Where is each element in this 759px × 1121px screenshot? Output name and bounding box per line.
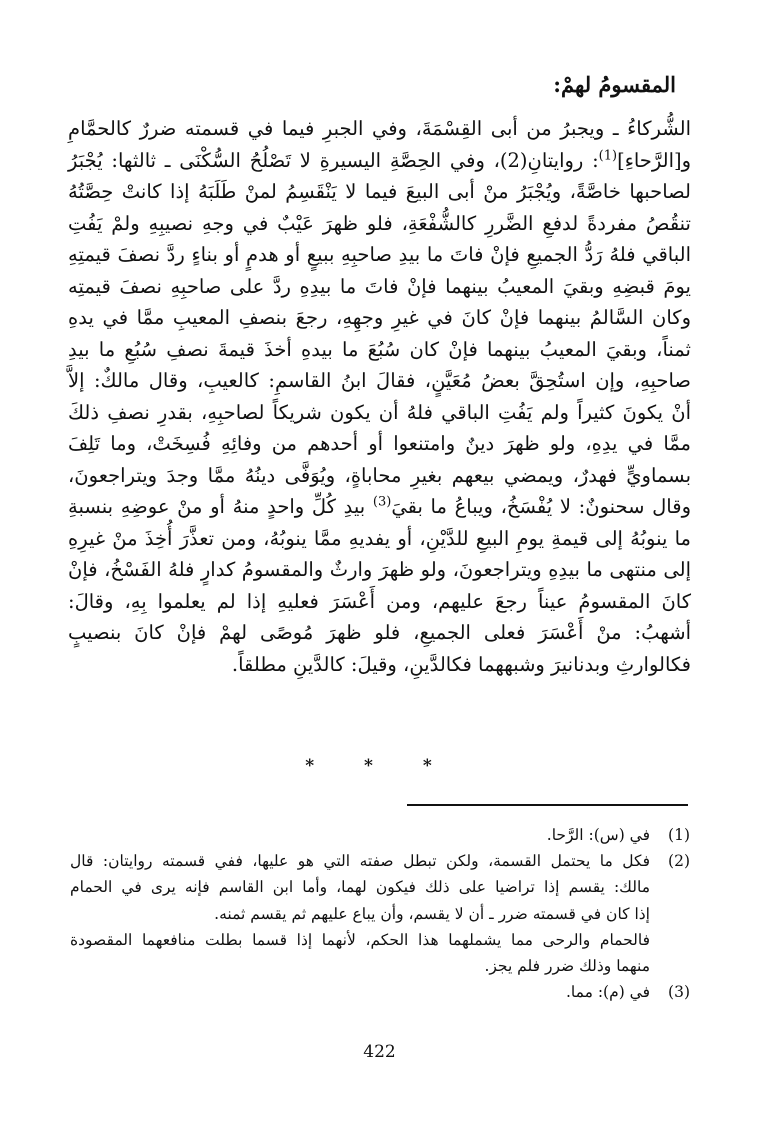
footnote-line: في (م): مما. xyxy=(565,983,650,1002)
text-line xyxy=(68,302,691,334)
text-segment: و[الرَّحاءِ] xyxy=(617,148,692,172)
text-line xyxy=(68,428,691,460)
text-line xyxy=(68,208,691,240)
text-segment: وكان السَّالمُ بينهما فإنْ كانَ في غيرِ وجهِهِ، رجعَ بنصفِ المعيبِ ممَّا في يدهِ xyxy=(68,306,691,329)
text-line xyxy=(68,271,691,303)
footnote-reference[interactable]: (3) xyxy=(372,494,392,510)
text-line xyxy=(68,365,691,397)
text-segment: صاحبِهِ، وإن استُحِقَّ بعضُ مُعَيَّنٍ، فقالَ ابنُ القاسمِ: كالعيبِ، وقال مالكٌ: إلاَّ xyxy=(68,369,691,392)
text-segment: أشهبُ: منْ أَعْسَرَ فعلى الجميعِ، فلو ظهرَ مُوصًى لهمْ فإنْ كانَ بنصيبٍ xyxy=(68,621,691,644)
text-segment: بيدِ كُلِّ واحدٍ منهُ أو منْ عوضِهِ بنسبةِ xyxy=(68,495,373,518)
footnote xyxy=(70,848,690,979)
text-segment: أنْ يكونَ كثيراً ولم يَفُتِ الباقي فلهُ أن يكون شريكاً لصاحبِهِ، بقدرِ نصفِ ذلكَ xyxy=(68,400,691,424)
text-line xyxy=(68,397,691,429)
footnote-number: (1) xyxy=(668,826,690,844)
main-text xyxy=(68,113,691,680)
text-line xyxy=(68,617,691,649)
text-segment: كانَ المقسومُ عيناً رجعَ عليهم، ومن أَعْسَرَ فعليهِ إذا لم يعلموا بِهِ، وقالَ: xyxy=(68,589,691,613)
text-line xyxy=(68,113,691,145)
text-line xyxy=(68,491,691,523)
text-segment: ثمناً، وبقيَ المعيبُ بينهما فإنْ كان سُبُعَ ما بيدهِ أخذَ قيمةَ نصفِ سُبُعِ ما بيدِ xyxy=(68,337,691,361)
text-segment: وقال سحنونٌ: لا يُفْسَخُ، ويباعُ ما بقيَ xyxy=(391,495,691,518)
text-segment: إلى منتهى ما بيدِهِ ويتراجعونَ، ولو ظهرَ وارثٌ والمقسومُ كدارٍ فلهُ الفَسْخُ، فإنْ xyxy=(68,558,691,581)
footnote-line: في (س): الرَّحا. xyxy=(546,826,650,844)
footnote-divider xyxy=(407,804,688,806)
text-segment: بسماويٍّ فهدرٌ، ويمضي بيعهم بغيرِ محاباةٍ، ويُوَفَّى دينُهُ ممَّا وجدَ ويتراجعونَ، xyxy=(68,463,691,487)
text-line xyxy=(68,554,691,586)
text-segment: الباقي فلهُ رَدُّ الجميعِ فإنْ فاتَ ما بيدِ صاحبِهِ ببيعٍ أو هدمٍ أو بناءٍ ردَّ نصفَ قيمتِهِ xyxy=(68,243,691,266)
text-segment: تنقُصُ مفردةً لدفعِ الضَّررِ كالشُّفْعَةِ، فلو ظهرَ عَيْبٌ في وجهِ نصيبِهِ ولمْ يَفُتِ xyxy=(68,211,691,235)
footnote-line: مالك: يقسم إذا تراضيا على ذلك فيكون لهما، وأما ابن القاسم فإنه يرى في الحمام xyxy=(70,878,650,897)
text-line xyxy=(68,334,691,366)
section-separator: * * * xyxy=(305,756,454,776)
footnote-line: فالحمام والرحى مما يشملهما هذا الحكم، لأنهما إذا قسما بطلت منافعهما المقصودة xyxy=(70,930,650,949)
footnote-line: إذا كان في قسمته ضرر ـ أن لا يقسم، وأن يباع عليهم ثم يقسم ثمنه. xyxy=(214,904,650,923)
footnote-number: (3) xyxy=(668,983,690,1002)
text-line xyxy=(68,523,691,555)
text-segment: ما ينوبُهُ إلى قيمةِ يومِ البيعِ للدَّيْنِ، أو يفديهِ ممَّا ينوبُهُ، ومن تعذَّرَ أُخِذَ منْ غيرِهِ xyxy=(68,526,691,550)
text-segment: لصاحبها خاصَّةً، ويُجْبَرُ منْ أبى البيعَ فيما لا يَنْقَسِمُ لمنْ طَلَبَهُ إذا كانتْ حِصَّتُهُ xyxy=(68,180,691,203)
text-line xyxy=(68,649,691,681)
text-segment: ممَّا في يدِهِ، ولو ظهرَ دينٌ وامتنعوا أو أحدهم من وفائِهِ فُسِخَتْ، وما تَلِفَ xyxy=(68,432,691,455)
text-line xyxy=(68,586,691,618)
page-number: 422 xyxy=(363,1042,396,1062)
text-segment: الشُّركاءُ ـ ويجبرُ من أبى القِسْمَةَ، وفي الجبرِ فيما في قسمته ضررٌ كالحمَّامِ xyxy=(68,117,691,140)
text-line xyxy=(68,460,691,492)
footnote xyxy=(70,822,690,848)
footnote-number: (2) xyxy=(668,852,690,871)
text-line xyxy=(68,176,691,208)
footnote-line: فكل ما يحتمل القسمة، ولكن تبطل صفته التي هو عليها، ففي قسمته روايتان: قال xyxy=(70,852,650,871)
footnote-line: منهما وذلك ضرر فلم يجز. xyxy=(484,957,650,976)
text-line xyxy=(68,145,691,177)
footnote-reference[interactable]: (1) xyxy=(598,148,618,163)
text-segment: : روايتانِ(2)، وفي الحِصَّةِ اليسيرةِ لا تَصْلُحُ السُّكْنَى ـ ثالثها: يُجْبَرُ xyxy=(68,148,599,172)
section-heading: المقسومُ لهمْ: xyxy=(553,72,676,97)
text-segment: فكالوارثِ وبدنانيرَ وشبههما فكالدَّينِ، وقيلَ: كالدَّينِ مطلقاً. xyxy=(231,652,691,676)
text-line xyxy=(68,239,691,271)
text-segment: يومَ قبضِهِ وبقيَ المعيبُ بينهما فإنْ فاتَ ما بيدِهِ ردَّ على صاحبِهِ نصفَ قيمتِه xyxy=(68,274,691,298)
footnotes xyxy=(70,822,690,1005)
footnote xyxy=(70,979,690,1005)
